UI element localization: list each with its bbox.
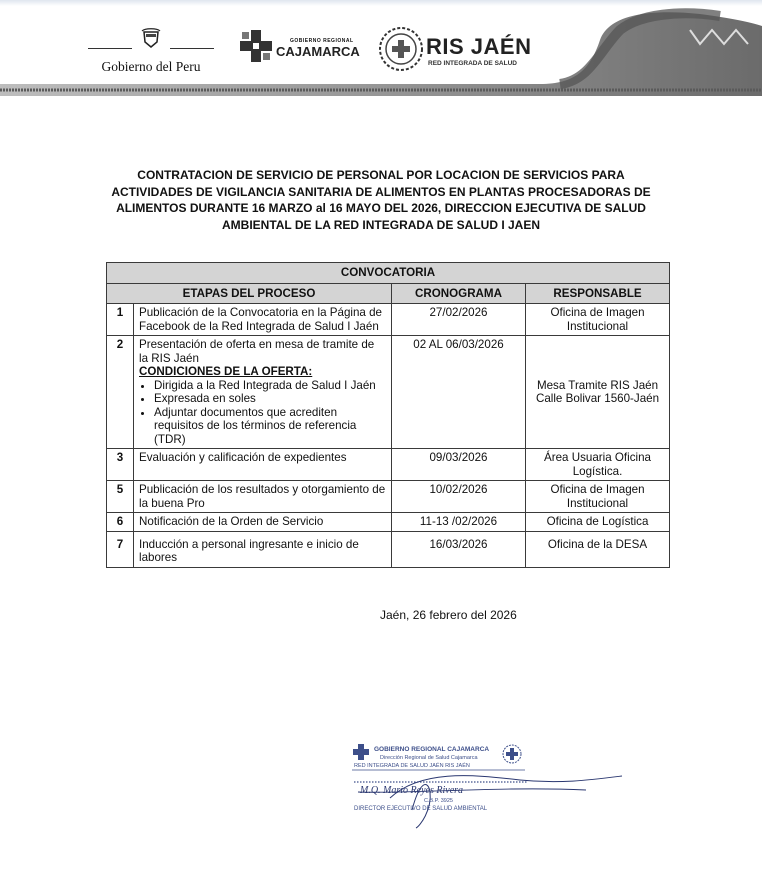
list-item: • Adjuntar documentos que acrediten requisitos de los términos de referencia (TDR) xyxy=(154,406,386,447)
row-responsable: Oficina de Imagen Institucional xyxy=(526,304,670,336)
gore-small-label: GOBIERNO REGIONAL xyxy=(290,38,354,44)
row-responsable: Oficina de Imagen Institucional xyxy=(526,481,670,513)
row-etapa: Notificación de la Orden de Servicio xyxy=(134,513,392,532)
ris-big-label: RIS JAÉN xyxy=(426,34,532,59)
row-etapa: Inducción a personal ingresante e inicio de labores xyxy=(134,531,392,567)
list-item: • Expresada en soles xyxy=(154,392,386,406)
row-etapa: Presentación de oferta en mesa de tramite de la RIS Jaén xyxy=(139,338,375,365)
row-fecha: 27/02/2026 xyxy=(392,304,526,336)
stamp-seal-icon xyxy=(503,745,521,763)
ris-seal-icon xyxy=(378,26,424,72)
row-etapa: Evaluación y calificación de expedientes xyxy=(134,449,392,481)
header-etapas: ETAPAS DEL PROCESO xyxy=(107,283,392,304)
table-header-row xyxy=(107,283,670,304)
header-cronograma: CRONOGRAMA xyxy=(392,283,526,304)
condiciones-label: CONDICIONES DE LA OFERTA: xyxy=(139,365,313,378)
row-etapa: Publicación de los resultados y otorgamiento de la buena Pro xyxy=(134,481,392,513)
stamp-line1: GOBIERNO REGIONAL CAJAMARCA xyxy=(374,746,490,753)
row-number: 5 xyxy=(107,481,134,513)
row-responsable: Área Usuaria Oficina Logística. xyxy=(526,449,670,481)
table-row xyxy=(107,336,670,449)
table-caption: CONVOCATORIA xyxy=(107,263,670,284)
table-row xyxy=(107,481,670,513)
row-fecha: 11-13 /02/2026 xyxy=(392,513,526,532)
stamp-reg: C.B.P. 3925 xyxy=(424,798,453,804)
list-item: • Dirigida a la Red Integrada de Salud I Jaén xyxy=(154,379,386,393)
row-fecha: 09/03/2026 xyxy=(392,449,526,481)
stamp-role: DIRECTOR EJECUTIVO DE SALUD AMBIENTAL xyxy=(354,806,488,812)
stamp-signer: M.Q. Mario Reyes Rivera xyxy=(360,785,464,796)
gob-rule-left xyxy=(88,48,132,49)
row-number: 1 xyxy=(107,304,134,336)
ris-small-label: RED INTEGRADA DE SALUD xyxy=(428,60,517,67)
gob-rule-right xyxy=(170,48,214,49)
row-number: 3 xyxy=(107,449,134,481)
table-row xyxy=(107,531,670,567)
row-fecha: 02 AL 06/03/2026 xyxy=(392,336,526,449)
table-caption-row xyxy=(107,263,670,284)
stamp-emblem-icon xyxy=(353,744,369,760)
table-row xyxy=(107,449,670,481)
signature-stamp xyxy=(350,740,640,830)
condiciones-list xyxy=(139,379,386,447)
row-responsable: Oficina de la DESA xyxy=(526,531,670,567)
row-fecha: 10/02/2026 xyxy=(392,481,526,513)
table-row xyxy=(107,513,670,532)
row-fecha: 16/03/2026 xyxy=(392,531,526,567)
row-etapa: Publicación de la Convocatoria en la Página de Facebook de la Red Integrada de Salud I Jaén xyxy=(134,304,392,336)
gobierno-del-peru-logo xyxy=(84,28,218,75)
row-responsable: Mesa Tramite RIS Jaén Calle Bolivar 1560-Jaén xyxy=(526,336,670,449)
table-row xyxy=(107,304,670,336)
row-number: 2 xyxy=(107,336,134,449)
place-date: Jaén, 26 febrero del 2026 xyxy=(380,608,517,622)
stamp-line2: Dirección Regional de Salud Cajamarca xyxy=(380,755,478,761)
gobierno-label: Gobierno del Peru xyxy=(101,59,201,74)
stamp-line3: RED INTEGRADA DE SALUD JAÉN RIS JAÉN xyxy=(354,763,470,769)
row-responsable: Oficina de Logística xyxy=(526,513,670,532)
convocatoria-table xyxy=(106,262,670,568)
cajamarca-cross-icon xyxy=(240,30,272,62)
peru-crest-icon xyxy=(140,28,162,48)
row-number: 6 xyxy=(107,513,134,532)
header-responsable: RESPONSABLE xyxy=(526,283,670,304)
row-number: 7 xyxy=(107,531,134,567)
row-etapa-cell xyxy=(134,336,392,449)
document-title: CONTRATACION DE SERVICIO DE PERSONAL POR LOCACION DE SERVICIOS PARA ACTIVIDADES DE VIGILANCIA SANITARIA DE ALIMENTOS EN PLANTAS PROCESADORAS DE ALIMENTOS DURANTE 16 MARZO al 16 MAYO DEL 2026, DIRECCION EJECUTIVA DE SALUD AMBIENTAL DE LA RED INTEGRADA DE SALUD I JAEN xyxy=(111,168,651,232)
gore-big-label: CAJAMARCA xyxy=(276,44,360,59)
